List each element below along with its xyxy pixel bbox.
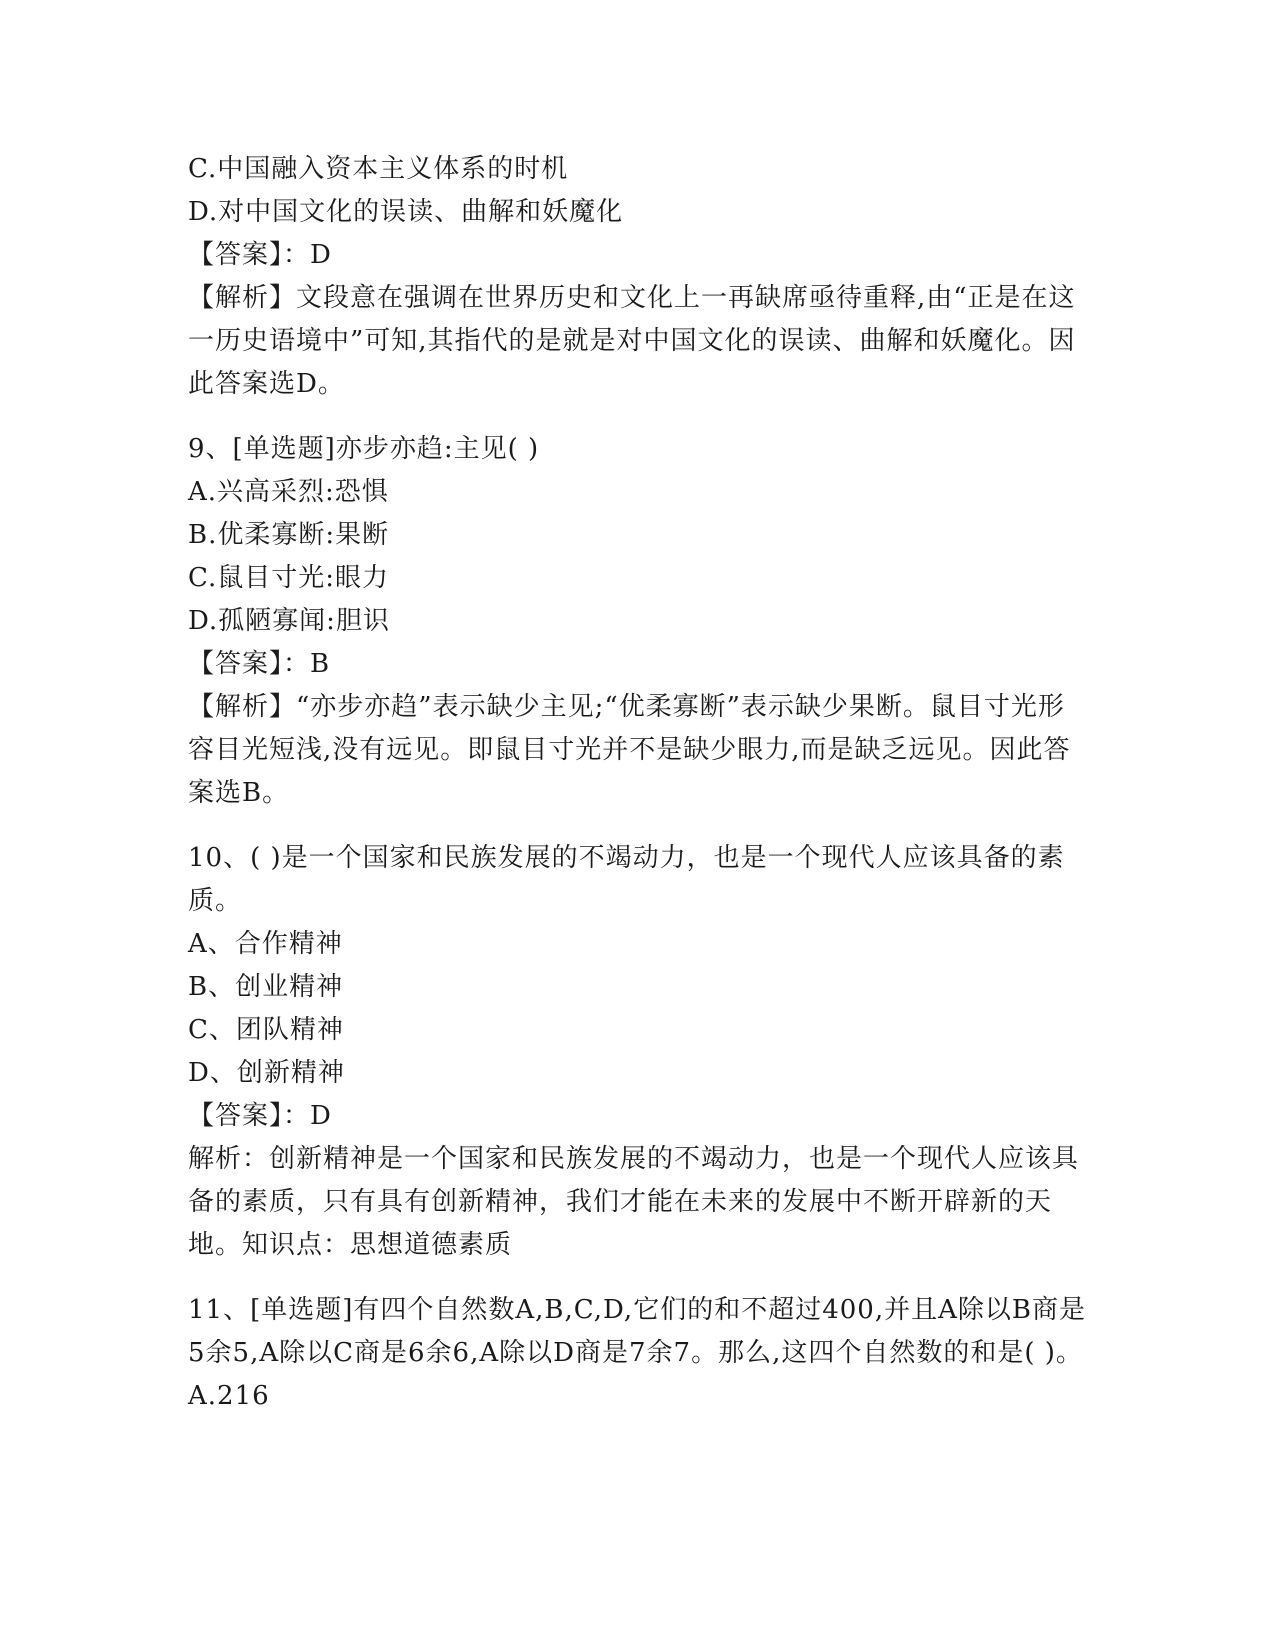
analysis: 【解析】文段意在强调在世界历史和文化上一再缺席亟待重释,由“正是在这一历史语境中”可知,其指代的是就是对中国文化的误读、曲解和妖魔化。因此答案选D。 [188, 283, 1076, 399]
question-11-block [188, 1289, 1088, 1418]
question-8-block [188, 148, 1088, 406]
question-9-block [188, 428, 1088, 815]
option-d: D.对中国文化的误读、曲解和妖魔化 [188, 197, 624, 227]
question-text: 9、[单选题]亦步亦趋:主见( ) [188, 434, 540, 464]
question-text: 10、( )是一个国家和民族发展的不竭动力，也是一个现代人应该具备的素质。 [188, 843, 1065, 916]
option-c: C、团队精神 [188, 1015, 344, 1045]
option-d: D、创新精神 [188, 1058, 345, 1088]
spacer [188, 406, 1088, 428]
answer: 【答案】：D [188, 1101, 332, 1131]
question-10-block [188, 837, 1088, 1267]
analysis: 解析：创新精神是一个国家和民族发展的不竭动力，也是一个现代人应该具备的素质，只有具有创新精神，我们才能在未来的发展中不断开辟新的天地。知识点：思想道德素质 [188, 1144, 1080, 1260]
analysis: 【解析】“亦步亦趋”表示缺少主见;“优柔寡断”表示缺少果断。鼠目寸光形容目光短浅,没有远见。即鼠目寸光并不是缺少眼力,而是缺乏远见。因此答案选B。 [188, 692, 1071, 808]
option-c: C.鼠目寸光:眼力 [188, 563, 389, 593]
answer: 【答案】：B [188, 649, 331, 679]
option-a: A.兴高采烈:恐惧 [188, 477, 389, 507]
option-b: B.优柔寡断:果断 [188, 520, 390, 550]
document-page [188, 148, 1088, 1418]
option-d: D.孤陋寡闻:胆识 [188, 606, 390, 636]
option-a: A.216 [188, 1381, 270, 1411]
option-b: B、创业精神 [188, 972, 344, 1002]
answer: 【答案】：D [188, 240, 332, 270]
question-text: 11、[单选题]有四个自然数A,B,C,D,它们的和不超过400,并且A除以B商是5余5,A除以C商是6余6,A除以D商是7余7。那么,这四个自然数的和是( )。 [188, 1295, 1086, 1368]
spacer [188, 1267, 1088, 1289]
option-c: C.中国融入资本主义体系的时机 [188, 154, 569, 184]
option-a: A、合作精神 [188, 929, 343, 959]
spacer [188, 815, 1088, 837]
